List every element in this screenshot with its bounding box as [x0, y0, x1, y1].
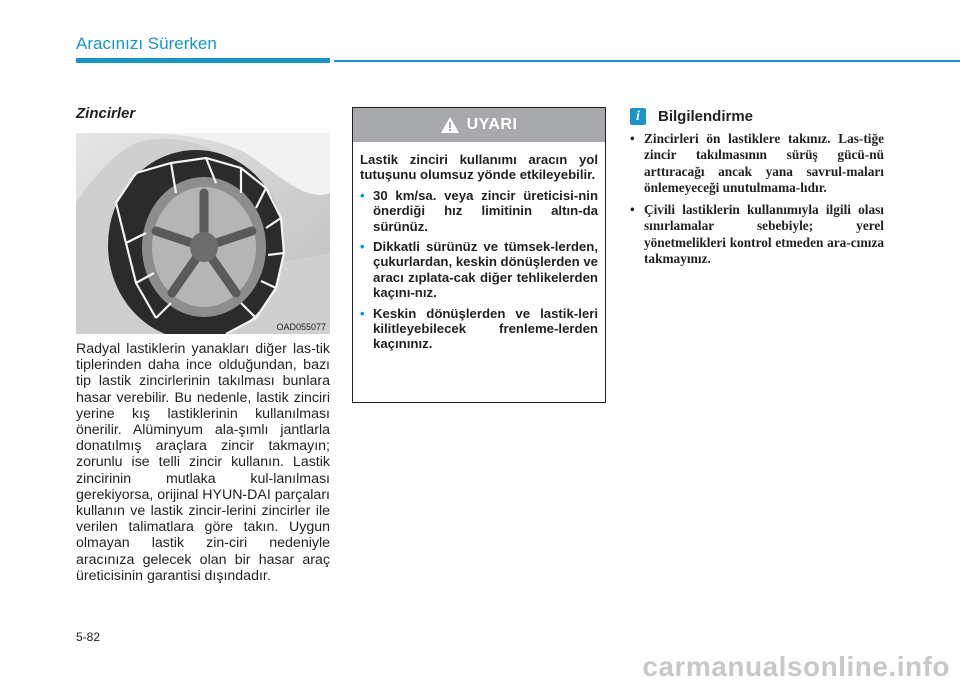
header-rule-thick: [76, 58, 330, 63]
info-item: • Zincirleri ön lastiklere takınız. Las-tiğe zincir takılmasının sürüş gücü-nü arttıracağı ancak yana savrul-maları önlemeyeceği unutulmama-lıdır.: [630, 131, 884, 195]
warning-header: [353, 108, 605, 142]
section-title: Aracınızı Sürerken: [76, 34, 217, 53]
warning-title: UYARI: [466, 116, 518, 133]
header-rule-thin: [334, 60, 960, 62]
bullet-icon: •: [360, 239, 365, 255]
page-number: 5-82: [76, 630, 101, 644]
info-title: Bilgilendirme: [658, 108, 754, 125]
bullet-icon: •: [630, 131, 635, 146]
bullet-icon: •: [630, 202, 635, 218]
warning-item: • Keskin dönüşlerden ve lastik-leri kilitleyebilecek frenleme-lerden kaçınınız.: [360, 305, 598, 352]
bullet-icon: •: [360, 187, 365, 203]
chains-paragraph: Radyal lastiklerin yanakları diğer las-tik tiplerinden daha ince olduğundan, bazı tip lastik zincirlerinin takılması bunlara hasar verebilir. Bu nedenle, lastik zinciri yerine kış lastiklerinin kullanılması önerilir. Alüminyum ala-şımlı jantlarla donatılmış araçlara zincir takmayın; zorunlu ise telli zincir kullanın. Lastik zincirinin mutlaka kul-lanılması gerekiyorsa, orijinal HYUN-DAI parçaları kullanın ve lastik zincir-lerini zincirler ile verilen talimatlara göre takın. Uygun olmayan lastik zin-ciri nedeniyle aracınıza gelecek olan bir hasar araç üreticisinin garantisi dışındadır.: [76, 341, 330, 584]
warning-box: [352, 107, 606, 403]
image-code: OAD055077: [276, 322, 326, 332]
warning-item: • 30 km/sa. veya zincir üreticisi-nin önerdiği hız limitinin altın-da sürünüz.: [360, 187, 598, 234]
warning-intro: Lastik zinciri kullanımı aracın yol tutuşunu olumsuz yönde etkileyebilir.: [360, 152, 598, 183]
tire-chain-illustration: [76, 133, 330, 334]
warning-triangle-icon: [441, 117, 459, 133]
info-section: [630, 108, 884, 273]
warning-item: • Dikkatli sürünüz ve tümsek-lerden, çukurlardan, keskin dönüşlerden ve aracı zıplata-cak diğer tehlikelerden kaçını-nız.: [360, 239, 598, 301]
info-item: • Çivili lastiklerin kullanımıyla ilgili olası sınırlamalar sebebiyle; yerel yönetmelikleri kontrol etmeden ara-cınıza takmayınız.: [630, 202, 884, 267]
info-list: [630, 131, 884, 267]
chains-heading: Zincirler: [76, 105, 136, 122]
info-icon: i: [630, 108, 646, 125]
bullet-icon: •: [360, 305, 365, 321]
tire-chain-photo: [76, 133, 330, 334]
watermark: carmanualsonline.info: [642, 651, 950, 682]
warning-list: [360, 188, 598, 352]
